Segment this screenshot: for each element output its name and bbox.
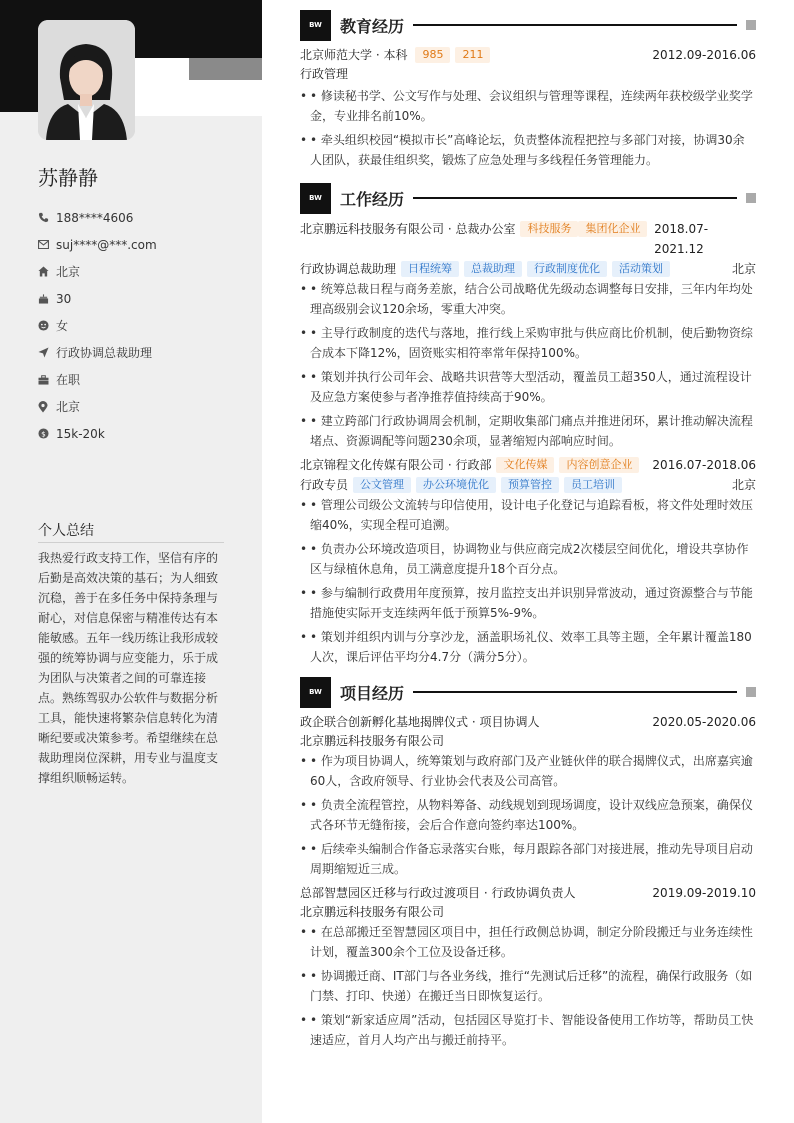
contact-text: 北京: [56, 265, 81, 279]
project-name: 政企联合创新孵化基地揭牌仪式 · 项目协调人: [300, 715, 540, 729]
company-tag: 科技服务: [520, 221, 578, 237]
company-tag: 集团化企业: [578, 221, 647, 237]
summary-line: 点。熟练驾驭办公软件与数据分析: [38, 691, 219, 705]
summary-line: 强的统筹协调与应变能力，乐于成: [38, 651, 219, 665]
company-tag: 内容创意企业: [559, 457, 639, 473]
project-date: 2020.05-2020.06: [652, 715, 756, 729]
bullet-item: • • 参与编制行政费用年度预算，按月监控支出并识别异常波动，通过资源整合与节能措施使实际开支连续两年低于预算5%-9%。: [300, 583, 756, 623]
contact-text: 行政协调总裁助理: [56, 346, 153, 360]
job-role: 行政协调总裁助理: [300, 262, 397, 276]
gender-icon: [38, 320, 56, 331]
bullet-item: • • 统筹总裁日程与商务差旅，结合公司战略优先级动态调整每日安排，三年内年均处理高级别会议120余场，零重大冲突。: [300, 279, 756, 319]
company-tag: 文化传媒: [496, 457, 554, 473]
contact-home: [38, 258, 248, 285]
role-tag: 预算管控: [501, 477, 559, 493]
section-header: [300, 676, 756, 708]
section-header: [300, 9, 756, 41]
projects-section: [300, 676, 756, 1054]
bw-logo-icon: BW: [300, 677, 331, 708]
education-bullets: [300, 86, 756, 170]
summary-line: 裁助理岗位深耕，用专业与温度支: [38, 751, 219, 765]
summary-text: [38, 548, 224, 788]
summary-line: 我热爱行政支持工作，坚信有序的: [38, 551, 219, 565]
job-role: 行政专员: [300, 478, 349, 492]
contact-gender: [38, 312, 248, 339]
contact-status: [38, 366, 248, 393]
role-tag: 行政制度优化: [527, 261, 607, 277]
bullet-item: • • 协调搬迁商、IT部门与各业务线，推行“先测试后迁移”的流程，确保行政服务（如门禁、打印、快递）在搬迁当日即恢复运行。: [300, 966, 756, 1006]
avatar: [38, 20, 135, 140]
bullet-item: • • 策划“新家适应周”活动，包括园区导览打卡、智能设备使用工作坊等，帮助员工快速适应，首月人均产出与搬迁前持平。: [300, 1010, 756, 1050]
section-square-icon: [746, 20, 756, 30]
briefcase-icon: [38, 375, 56, 385]
svg-text:$: $: [41, 429, 46, 439]
summary-line: 沉稳，善于在多任务中保持条理与: [38, 591, 219, 605]
summary-line: 晰纪要或决策参考。希望继续在总: [38, 731, 219, 745]
cake-icon: [38, 293, 56, 304]
email-icon: [38, 240, 56, 249]
bullet-item: • • 牵头组织校园“模拟市长”高峰论坛，负责整体流程把控与多部门对接，协调30余人团队，获最佳组织奖，锻炼了应急处理与多线程任务管理能力。: [300, 130, 756, 170]
salary-icon: [38, 428, 56, 439]
contact-text: suj****@***.com: [56, 237, 157, 252]
school-tag: 211: [455, 47, 490, 63]
contact-email: [38, 231, 248, 258]
contact-text: 北京: [56, 400, 81, 414]
contact-text: 在职: [56, 373, 81, 387]
contact-text: 15k-20k: [56, 426, 105, 441]
company-name: 北京鹏远科技服务有限公司 · 总裁办公室: [300, 222, 516, 236]
bw-logo-icon: BW: [300, 10, 331, 41]
contact-list: [38, 204, 248, 447]
project-date: 2019.09-2019.10: [652, 886, 756, 900]
section-title: 项目经历: [340, 683, 405, 703]
bullet-item: • • 管理公司级公文流转与印信使用，设计电子化登记与追踪看板，将文件处理时效压缩40%，实现全程可追溯。: [300, 495, 756, 535]
summary-line: 后勤是高效决策的基石；为人细致: [38, 571, 219, 585]
role-tag: 员工培训: [564, 477, 622, 493]
education-date: 2012.09-2016.06: [652, 48, 756, 62]
send-icon: [38, 347, 56, 358]
bullet-item: • • 策划并组织内训与分享沙龙，涵盖职场礼仪、效率工具等主题，全年累计覆盖180人次，课后评估平均分4.7分（满分5分）。: [300, 627, 756, 667]
job-header: [300, 219, 756, 259]
section-title: 教育经历: [340, 16, 405, 36]
project-org: 北京鹏远科技服务有限公司: [300, 905, 445, 919]
bullet-item: • • 在总部搬迁至智慧园区项目中，担任行政侧总协调，制定分阶段搬迁与业务连续性计划，覆盖300余个工位及设备迁移。: [300, 922, 756, 962]
school-tag: 985: [415, 47, 450, 63]
role-tag: 公文管理: [353, 477, 411, 493]
bullet-item: • • 修读秘书学、公文写作与处理、会议组织与管理等课程，连续两年获校级学业奖学金，专业排名前10%。: [300, 86, 756, 126]
role-tag: 总裁助理: [464, 261, 522, 277]
bullet-item: • • 策划并执行公司年会、战略共识营等大型活动，覆盖员工超350人，通过流程设计及应急方案使参与者净推荐值持续高于90%。: [300, 367, 756, 407]
work-section: [300, 182, 756, 671]
job-city: 北京: [731, 478, 756, 492]
contact-age: [38, 285, 248, 312]
project-name: 总部智慧园区迁移与行政过渡项目 · 行政协调负责人: [300, 886, 576, 900]
job-date: 2016.07-2018.06: [652, 458, 756, 472]
major: 行政管理: [300, 67, 349, 81]
job-role-row: [300, 259, 756, 279]
project-org: 北京鹏远科技服务有限公司: [300, 734, 445, 748]
section-divider: [413, 197, 737, 199]
header-gray-block: [189, 58, 262, 80]
bullet-item: • • 作为项目协调人，统筹策划与政府部门及产业链伙伴的联合揭牌仪式，出席嘉宾逾60人，含政府领导、行业协会代表及公司高管。: [300, 751, 756, 791]
section-square-icon: [746, 687, 756, 697]
bullet-item: • • 负责全流程管控，从物料筹备、动线规划到现场调度，设计双线应急预案，确保仪式各环节无缝衔接，会后合作意向签约率达100%。: [300, 795, 756, 835]
contact-text: 30: [56, 291, 72, 306]
job-bullets: [300, 495, 756, 667]
summary-line: 为团队与决策者之间的可靠连接: [38, 671, 207, 685]
phone-icon: [38, 212, 56, 223]
job-city: 北京: [731, 262, 756, 276]
project-bullets: [300, 922, 756, 1050]
role-tag: 办公环境优化: [416, 477, 496, 493]
summary-line: 耐心，对信息保密与精准传达有本: [38, 611, 219, 625]
summary-line: 能敏感。五年一线历练让我形成较: [38, 631, 219, 645]
bullet-item: • • 建立跨部门行政协调周会机制，定期收集部门痛点并推进闭环，累计推动解决流程堵点、资源调配等问题230余项，显著缩短内部响应时间。: [300, 411, 756, 451]
section-square-icon: [746, 193, 756, 203]
contact-salary: [38, 420, 248, 447]
section-divider: [413, 24, 737, 26]
section-title: 工作经历: [340, 189, 405, 209]
contact-position: [38, 339, 248, 366]
summary-line: 工具，能快速将繁杂信息转化为清: [38, 711, 219, 725]
school-name: 北京师范大学 · 本科: [300, 48, 408, 62]
bullet-item: • • 负责办公环境改造项目，协调物业与供应商完成2次楼层空间优化，增设共享协作区与绿植休息角，员工满意度提升18个百分点。: [300, 539, 756, 579]
bullet-item: • • 后续牵头编制合作备忘录落实台账，每月跟踪各部门对接进展，推动先导项目启动周期缩短近三成。: [300, 839, 756, 879]
contact-location: [38, 393, 248, 420]
company-name: 北京锦程文化传媒有限公司 · 行政部: [300, 458, 492, 472]
education-section: [300, 9, 756, 174]
bullet-item: • • 主导行政制度的迭代与落地，推行线上采购审批与供应商比价机制，使后勤物资综合成本下降12%，固资账实相符率常年保持100%。: [300, 323, 756, 363]
project-header: [300, 883, 756, 903]
role-tag: 活动策划: [612, 261, 670, 277]
section-header: [300, 182, 756, 214]
home-icon: [38, 266, 56, 277]
job-bullets: [300, 279, 756, 451]
summary-title: 个人总结: [38, 520, 224, 543]
candidate-name: 苏静静: [38, 166, 98, 190]
job-role-row: [300, 475, 756, 495]
contact-text: 女: [56, 319, 69, 333]
bw-logo-icon: BW: [300, 183, 331, 214]
section-divider: [413, 691, 737, 693]
location-icon: [38, 401, 56, 413]
job-date: 2018.07-2021.12: [654, 222, 709, 256]
sidebar: [0, 0, 262, 1123]
education-entry-header: [300, 45, 756, 65]
project-header: [300, 712, 756, 732]
summary-line: 撑组织顺畅运转。: [38, 771, 135, 785]
job-header: [300, 455, 756, 475]
contact-text: 188****4606: [56, 210, 134, 225]
contact-phone: [38, 204, 248, 231]
role-tag: 日程统筹: [401, 261, 459, 277]
project-bullets: [300, 751, 756, 879]
